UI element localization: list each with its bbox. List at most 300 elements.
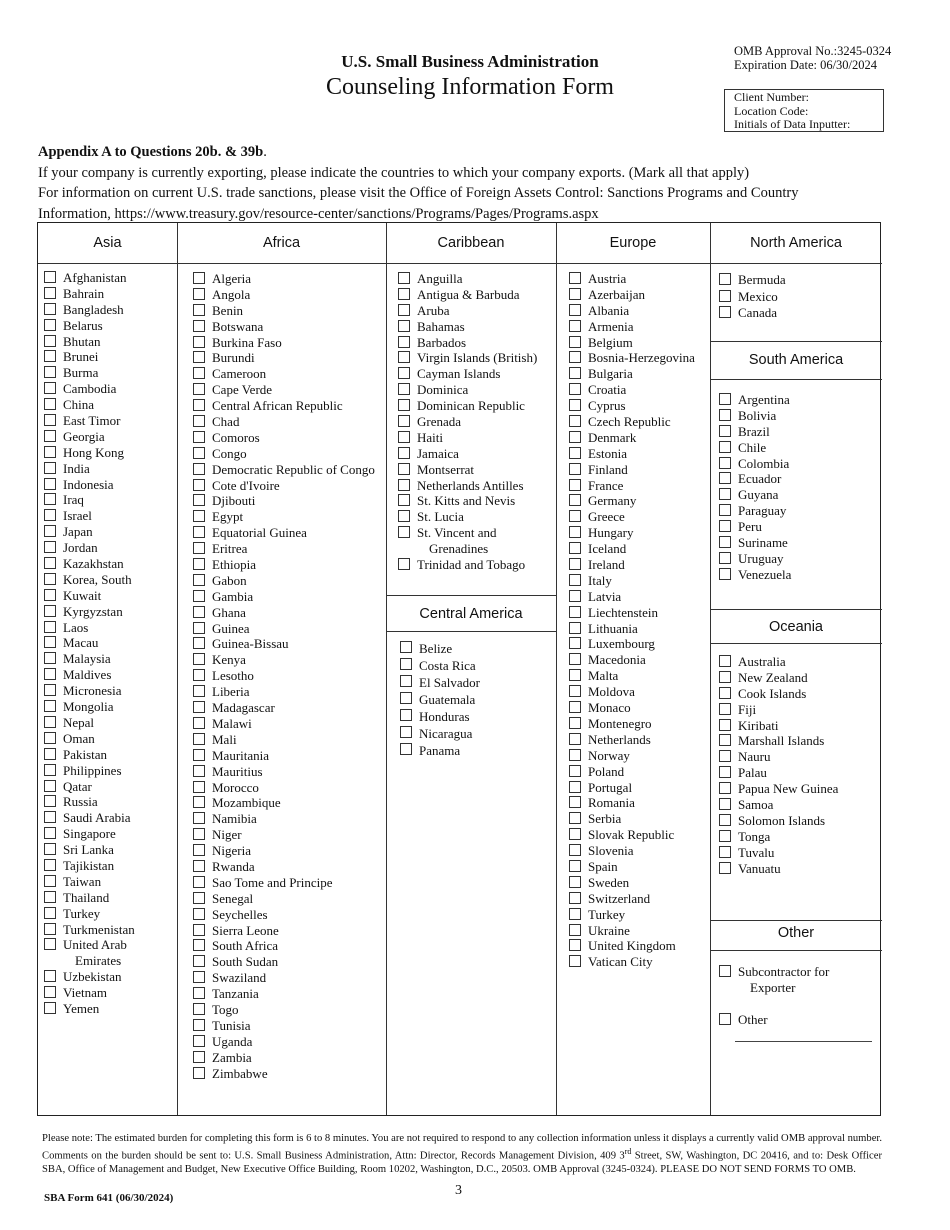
country-option[interactable]	[719, 551, 791, 567]
country-checkbox[interactable]	[569, 320, 581, 332]
country-option[interactable]	[719, 686, 838, 702]
country-option[interactable]	[569, 478, 695, 494]
country-checkbox[interactable]	[193, 320, 205, 332]
country-checkbox[interactable]	[569, 351, 581, 363]
country-checkbox[interactable]	[193, 971, 205, 983]
country-option[interactable]	[44, 985, 135, 1001]
country-option[interactable]	[193, 954, 375, 970]
country-option[interactable]	[569, 430, 695, 446]
country-option[interactable]	[193, 350, 375, 366]
country-option[interactable]	[193, 605, 375, 621]
country-checkbox[interactable]	[719, 862, 731, 874]
country-option[interactable]	[44, 477, 135, 493]
country-checkbox[interactable]	[569, 749, 581, 761]
country-option[interactable]	[44, 572, 135, 588]
country-checkbox[interactable]	[193, 987, 205, 999]
country-option[interactable]	[569, 875, 695, 891]
country-checkbox[interactable]	[44, 350, 56, 362]
country-option[interactable]	[193, 748, 375, 764]
country-checkbox[interactable]	[193, 304, 205, 316]
country-option[interactable]	[193, 986, 375, 1002]
country-option[interactable]	[569, 652, 695, 668]
country-checkbox[interactable]	[44, 748, 56, 760]
country-option[interactable]	[569, 811, 695, 827]
country-option[interactable]	[398, 493, 537, 509]
country-checkbox[interactable]	[400, 641, 412, 653]
country-option[interactable]	[44, 413, 135, 429]
country-option[interactable]	[44, 826, 135, 842]
country-checkbox[interactable]	[193, 908, 205, 920]
country-option[interactable]	[569, 732, 695, 748]
country-checkbox[interactable]	[719, 766, 731, 778]
country-option[interactable]	[569, 605, 695, 621]
country-option[interactable]	[569, 764, 695, 780]
country-option[interactable]	[193, 938, 375, 954]
country-checkbox[interactable]	[44, 589, 56, 601]
country-checkbox[interactable]	[569, 447, 581, 459]
country-option[interactable]	[193, 446, 375, 462]
country-checkbox[interactable]	[44, 938, 56, 950]
country-checkbox[interactable]	[400, 743, 412, 755]
country-checkbox[interactable]	[398, 479, 410, 491]
country-option[interactable]	[569, 509, 695, 525]
country-option[interactable]	[193, 827, 375, 843]
country-checkbox[interactable]	[193, 510, 205, 522]
country-checkbox[interactable]	[569, 908, 581, 920]
country-checkbox[interactable]	[719, 393, 731, 405]
country-checkbox[interactable]	[44, 621, 56, 633]
country-checkbox[interactable]	[569, 415, 581, 427]
country-option[interactable]	[569, 589, 695, 605]
country-option[interactable]	[400, 691, 480, 708]
country-checkbox[interactable]	[193, 288, 205, 300]
country-option[interactable]	[569, 271, 695, 287]
country-option[interactable]	[398, 414, 537, 430]
country-checkbox[interactable]	[44, 446, 56, 458]
country-option[interactable]	[193, 716, 375, 732]
country-option[interactable]	[44, 779, 135, 795]
subcontractor-option[interactable]	[719, 964, 829, 996]
country-checkbox[interactable]	[719, 703, 731, 715]
country-option[interactable]	[719, 654, 838, 670]
country-checkbox[interactable]	[44, 303, 56, 315]
country-option[interactable]	[44, 810, 135, 826]
country-option[interactable]	[569, 366, 695, 382]
country-option[interactable]	[569, 716, 695, 732]
country-option[interactable]	[193, 795, 375, 811]
country-checkbox[interactable]	[400, 658, 412, 670]
country-option[interactable]	[193, 398, 375, 414]
country-checkbox[interactable]	[193, 876, 205, 888]
country-option[interactable]	[719, 861, 838, 877]
country-option[interactable]	[569, 684, 695, 700]
country-checkbox[interactable]	[193, 383, 205, 395]
country-checkbox[interactable]	[193, 415, 205, 427]
country-option[interactable]	[44, 381, 135, 397]
country-checkbox[interactable]	[193, 765, 205, 777]
country-option[interactable]	[569, 525, 695, 541]
country-option[interactable]	[719, 718, 838, 734]
country-option[interactable]	[193, 430, 375, 446]
country-option[interactable]	[569, 319, 695, 335]
country-option[interactable]	[44, 969, 135, 985]
country-checkbox[interactable]	[193, 431, 205, 443]
country-checkbox[interactable]	[719, 306, 731, 318]
country-option[interactable]	[193, 366, 375, 382]
country-checkbox[interactable]	[193, 367, 205, 379]
country-checkbox[interactable]	[193, 812, 205, 824]
country-checkbox[interactable]	[400, 709, 412, 721]
country-checkbox[interactable]	[719, 409, 731, 421]
country-checkbox[interactable]	[569, 637, 581, 649]
country-option[interactable]	[569, 621, 695, 637]
country-option[interactable]	[719, 424, 791, 440]
country-checkbox[interactable]	[569, 765, 581, 777]
country-option[interactable]	[398, 350, 537, 366]
country-checkbox[interactable]	[719, 830, 731, 842]
country-option[interactable]	[44, 651, 135, 667]
country-checkbox[interactable]	[569, 717, 581, 729]
country-checkbox[interactable]	[44, 478, 56, 490]
country-option[interactable]	[193, 525, 375, 541]
country-checkbox[interactable]	[569, 542, 581, 554]
country-checkbox[interactable]	[193, 447, 205, 459]
country-option[interactable]	[569, 414, 695, 430]
country-option[interactable]	[719, 272, 786, 289]
country-checkbox[interactable]	[193, 701, 205, 713]
country-checkbox[interactable]	[569, 510, 581, 522]
country-checkbox[interactable]	[193, 336, 205, 348]
country-checkbox[interactable]	[398, 288, 410, 300]
country-checkbox[interactable]	[569, 622, 581, 634]
country-checkbox[interactable]	[398, 304, 410, 316]
country-option[interactable]	[398, 446, 537, 462]
country-checkbox[interactable]	[400, 692, 412, 704]
country-checkbox[interactable]	[193, 637, 205, 649]
country-option[interactable]	[569, 780, 695, 796]
country-checkbox[interactable]	[400, 675, 412, 687]
country-checkbox[interactable]	[569, 463, 581, 475]
country-checkbox[interactable]	[44, 573, 56, 585]
country-checkbox[interactable]	[44, 509, 56, 521]
country-checkbox[interactable]	[44, 319, 56, 331]
country-option[interactable]	[44, 461, 135, 477]
country-option[interactable]	[719, 567, 791, 583]
country-checkbox[interactable]	[193, 669, 205, 681]
country-option[interactable]	[44, 906, 135, 922]
country-checkbox[interactable]	[569, 955, 581, 967]
country-option[interactable]	[569, 493, 695, 509]
country-checkbox[interactable]	[569, 781, 581, 793]
country-checkbox[interactable]	[193, 479, 205, 491]
country-checkbox[interactable]	[569, 892, 581, 904]
country-option[interactable]	[569, 350, 695, 366]
country-checkbox[interactable]	[44, 684, 56, 696]
country-option[interactable]	[719, 289, 786, 306]
country-checkbox[interactable]	[193, 1067, 205, 1079]
country-option[interactable]	[44, 302, 135, 318]
country-option[interactable]	[193, 732, 375, 748]
country-checkbox[interactable]	[569, 431, 581, 443]
country-option[interactable]	[719, 845, 838, 861]
country-checkbox[interactable]	[44, 398, 56, 410]
country-checkbox[interactable]	[44, 843, 56, 855]
country-checkbox[interactable]	[569, 939, 581, 951]
country-option[interactable]	[193, 478, 375, 494]
country-option[interactable]	[398, 335, 537, 351]
country-option[interactable]	[398, 366, 537, 382]
country-checkbox[interactable]	[398, 272, 410, 284]
country-checkbox[interactable]	[193, 351, 205, 363]
country-checkbox[interactable]	[719, 782, 731, 794]
country-option[interactable]	[193, 541, 375, 557]
country-checkbox[interactable]	[719, 687, 731, 699]
country-checkbox[interactable]	[719, 290, 731, 302]
country-checkbox[interactable]	[569, 860, 581, 872]
country-checkbox[interactable]	[44, 859, 56, 871]
country-checkbox[interactable]	[569, 399, 581, 411]
country-checkbox[interactable]	[193, 622, 205, 634]
country-option[interactable]	[44, 715, 135, 731]
country-option[interactable]	[44, 699, 135, 715]
country-checkbox[interactable]	[398, 415, 410, 427]
country-option[interactable]	[44, 890, 135, 906]
country-option[interactable]	[193, 509, 375, 525]
country-checkbox[interactable]	[193, 653, 205, 665]
country-checkbox[interactable]	[719, 734, 731, 746]
country-option[interactable]	[193, 335, 375, 351]
country-option[interactable]	[193, 303, 375, 319]
country-checkbox[interactable]	[44, 891, 56, 903]
country-checkbox[interactable]	[44, 636, 56, 648]
country-checkbox[interactable]	[44, 430, 56, 442]
country-checkbox[interactable]	[193, 542, 205, 554]
country-checkbox[interactable]	[569, 336, 581, 348]
country-checkbox[interactable]	[398, 367, 410, 379]
country-option[interactable]	[44, 763, 135, 779]
country-option[interactable]	[193, 636, 375, 652]
country-option[interactable]	[193, 970, 375, 986]
country-option[interactable]	[569, 859, 695, 875]
country-checkbox[interactable]	[719, 671, 731, 683]
country-option[interactable]	[193, 780, 375, 796]
country-option[interactable]	[569, 303, 695, 319]
country-option[interactable]	[719, 305, 786, 322]
country-option[interactable]	[569, 462, 695, 478]
country-option[interactable]	[719, 813, 838, 829]
country-option[interactable]	[398, 271, 537, 287]
country-option[interactable]	[193, 684, 375, 700]
country-option[interactable]	[44, 635, 135, 651]
country-option[interactable]	[193, 1066, 375, 1082]
country-option[interactable]	[569, 907, 695, 923]
country-checkbox[interactable]	[398, 447, 410, 459]
country-option[interactable]	[569, 891, 695, 907]
country-option[interactable]	[44, 445, 135, 461]
country-option[interactable]	[719, 797, 838, 813]
country-checkbox[interactable]	[719, 472, 731, 484]
country-checkbox[interactable]	[44, 732, 56, 744]
country-checkbox[interactable]	[44, 780, 56, 792]
country-checkbox[interactable]	[400, 726, 412, 738]
country-checkbox[interactable]	[193, 1019, 205, 1031]
country-checkbox[interactable]	[719, 846, 731, 858]
country-option[interactable]	[398, 303, 537, 319]
country-option[interactable]	[44, 588, 135, 604]
country-option[interactable]	[569, 938, 695, 954]
country-checkbox[interactable]	[398, 399, 410, 411]
country-option[interactable]	[398, 525, 537, 557]
country-checkbox[interactable]	[719, 273, 731, 285]
country-option[interactable]	[44, 492, 135, 508]
country-option[interactable]	[44, 922, 135, 938]
country-option[interactable]	[44, 620, 135, 636]
country-option[interactable]	[44, 524, 135, 540]
country-option[interactable]	[400, 708, 480, 725]
country-option[interactable]	[398, 430, 537, 446]
country-checkbox[interactable]	[193, 272, 205, 284]
country-option[interactable]	[400, 725, 480, 742]
country-checkbox[interactable]	[44, 970, 56, 982]
country-checkbox[interactable]	[398, 463, 410, 475]
country-option[interactable]	[193, 557, 375, 573]
country-option[interactable]	[719, 670, 838, 686]
country-option[interactable]	[719, 535, 791, 551]
country-option[interactable]	[398, 509, 537, 525]
country-checkbox[interactable]	[569, 653, 581, 665]
country-option[interactable]	[398, 287, 537, 303]
country-option[interactable]	[400, 640, 480, 657]
country-option[interactable]	[400, 657, 480, 674]
country-checkbox[interactable]	[193, 1003, 205, 1015]
country-option[interactable]	[193, 589, 375, 605]
country-checkbox[interactable]	[719, 488, 731, 500]
country-option[interactable]	[44, 858, 135, 874]
country-checkbox[interactable]	[193, 463, 205, 475]
country-checkbox[interactable]	[569, 304, 581, 316]
country-checkbox[interactable]	[398, 558, 410, 570]
country-checkbox[interactable]	[398, 351, 410, 363]
country-checkbox[interactable]	[193, 860, 205, 872]
country-checkbox[interactable]	[398, 510, 410, 522]
country-checkbox[interactable]	[398, 383, 410, 395]
country-checkbox[interactable]	[193, 892, 205, 904]
country-option[interactable]	[398, 557, 537, 573]
country-checkbox[interactable]	[44, 986, 56, 998]
country-checkbox[interactable]	[719, 568, 731, 580]
country-checkbox[interactable]	[719, 520, 731, 532]
other-option[interactable]	[719, 1012, 829, 1028]
country-checkbox[interactable]	[44, 462, 56, 474]
country-option[interactable]	[44, 683, 135, 699]
country-option[interactable]	[193, 414, 375, 430]
country-checkbox[interactable]	[193, 606, 205, 618]
country-option[interactable]	[569, 795, 695, 811]
country-checkbox[interactable]	[719, 457, 731, 469]
country-checkbox[interactable]	[193, 733, 205, 745]
country-option[interactable]	[193, 700, 375, 716]
country-option[interactable]	[400, 742, 480, 759]
country-checkbox[interactable]	[398, 320, 410, 332]
country-option[interactable]	[569, 541, 695, 557]
country-checkbox[interactable]	[193, 1035, 205, 1047]
other-blank-line[interactable]	[735, 1041, 872, 1042]
country-checkbox[interactable]	[44, 557, 56, 569]
country-option[interactable]	[44, 365, 135, 381]
country-option[interactable]	[193, 573, 375, 589]
country-option[interactable]	[193, 1018, 375, 1034]
country-checkbox[interactable]	[719, 552, 731, 564]
country-checkbox[interactable]	[398, 494, 410, 506]
country-checkbox[interactable]	[719, 814, 731, 826]
country-option[interactable]	[44, 794, 135, 810]
country-checkbox[interactable]	[569, 876, 581, 888]
country-option[interactable]	[193, 493, 375, 509]
country-checkbox[interactable]	[569, 733, 581, 745]
country-checkbox[interactable]	[569, 479, 581, 491]
country-checkbox[interactable]	[719, 750, 731, 762]
country-option[interactable]	[193, 811, 375, 827]
country-checkbox[interactable]	[44, 541, 56, 553]
country-option[interactable]	[569, 335, 695, 351]
country-option[interactable]	[569, 636, 695, 652]
country-checkbox[interactable]	[44, 335, 56, 347]
country-option[interactable]	[193, 843, 375, 859]
subcontractor-checkbox[interactable]	[719, 965, 731, 977]
country-option[interactable]	[193, 668, 375, 684]
country-checkbox[interactable]	[44, 827, 56, 839]
country-option[interactable]	[44, 397, 135, 413]
country-option[interactable]	[193, 382, 375, 398]
country-option[interactable]	[193, 652, 375, 668]
other-checkbox[interactable]	[719, 1013, 731, 1025]
country-checkbox[interactable]	[719, 798, 731, 810]
data-inputter-initials-field[interactable]: Initials of Data Inputter:	[734, 117, 851, 131]
country-checkbox[interactable]	[44, 764, 56, 776]
country-option[interactable]	[44, 286, 135, 302]
country-checkbox[interactable]	[193, 494, 205, 506]
country-checkbox[interactable]	[193, 574, 205, 586]
country-option[interactable]	[569, 827, 695, 843]
country-option[interactable]	[193, 462, 375, 478]
country-checkbox[interactable]	[398, 431, 410, 443]
country-checkbox[interactable]	[44, 605, 56, 617]
country-checkbox[interactable]	[193, 749, 205, 761]
country-checkbox[interactable]	[569, 828, 581, 840]
country-option[interactable]	[193, 287, 375, 303]
country-option[interactable]	[569, 843, 695, 859]
country-option[interactable]	[569, 668, 695, 684]
country-checkbox[interactable]	[569, 796, 581, 808]
country-option[interactable]	[569, 446, 695, 462]
country-option[interactable]	[719, 781, 838, 797]
country-checkbox[interactable]	[44, 700, 56, 712]
country-option[interactable]	[569, 573, 695, 589]
country-option[interactable]	[193, 621, 375, 637]
country-checkbox[interactable]	[193, 590, 205, 602]
country-checkbox[interactable]	[719, 655, 731, 667]
country-checkbox[interactable]	[44, 271, 56, 283]
country-checkbox[interactable]	[44, 907, 56, 919]
country-checkbox[interactable]	[569, 558, 581, 570]
country-checkbox[interactable]	[569, 367, 581, 379]
country-option[interactable]	[569, 700, 695, 716]
country-checkbox[interactable]	[569, 701, 581, 713]
country-option[interactable]	[719, 829, 838, 845]
country-checkbox[interactable]	[44, 493, 56, 505]
country-checkbox[interactable]	[44, 923, 56, 935]
country-checkbox[interactable]	[569, 590, 581, 602]
